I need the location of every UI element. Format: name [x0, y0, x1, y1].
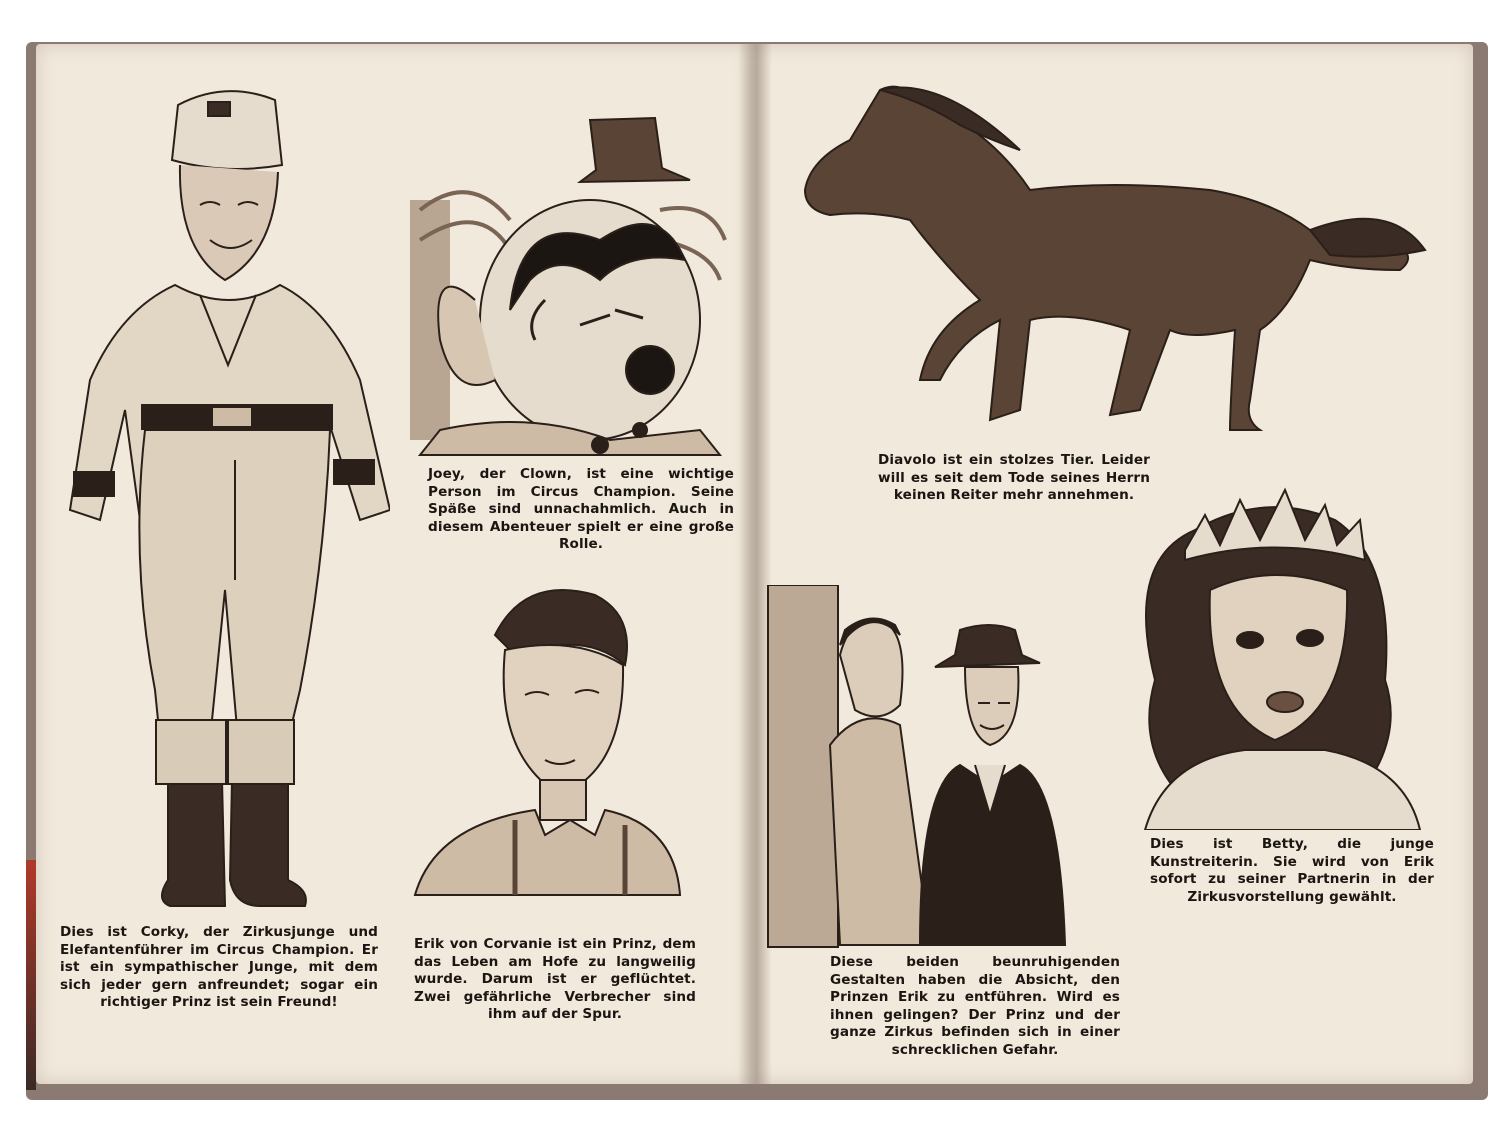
caption-erik: Erik von Corvanie ist ein Prinz, dem das Leben am Hofe zu langweilig wurde. Darum ist er geflüchtet. Zwei gefährliche Verbrecher sind ihm auf der Spur. — [414, 936, 696, 1023]
diavolo-horse-illustration — [790, 80, 1430, 440]
villains-illustration — [760, 585, 1090, 950]
betty-illustration — [1125, 480, 1425, 830]
cover-edge — [26, 860, 36, 1090]
caption-diavolo: Diavolo ist ein stolzes Tier. Leider will es seit dem Tode seines Herrn keinen Reiter mehr annehmen. — [878, 452, 1150, 504]
caption-villains: Diese beiden beunruhigenden Gestalten haben die Absicht, den Prinzen Erik zu entführen. Wird es ihnen gelingen? Der Prinz und der ganze Zirkus befinden sich in einer schrecklichen Gefahr. — [830, 954, 1120, 1058]
caption-joey: Joey, der Clown, ist eine wichtige Person im Circus Champion. Seine Späße sind unnachahmlich. Auch in diesem Abenteuer spielt er eine große Rolle. — [428, 466, 734, 553]
joey-clown-illustration — [400, 110, 740, 460]
erik-illustration — [395, 575, 695, 915]
caption-corky: Dies ist Corky, der Zirkusjunge und Elefantenführer im Circus Champion. Er ist ein sympathischer Junge, mit dem sich jeder gern anfreundet; sogar ein richtiger Prinz ist sein Freund! — [60, 924, 378, 1011]
corky-illustration — [60, 80, 390, 910]
caption-betty: Dies ist Betty, die junge Kunstreiterin. Sie wird von Erik sofort zu seiner Partnerin in der Zirkusvorstellung gewählt. — [1150, 836, 1434, 905]
